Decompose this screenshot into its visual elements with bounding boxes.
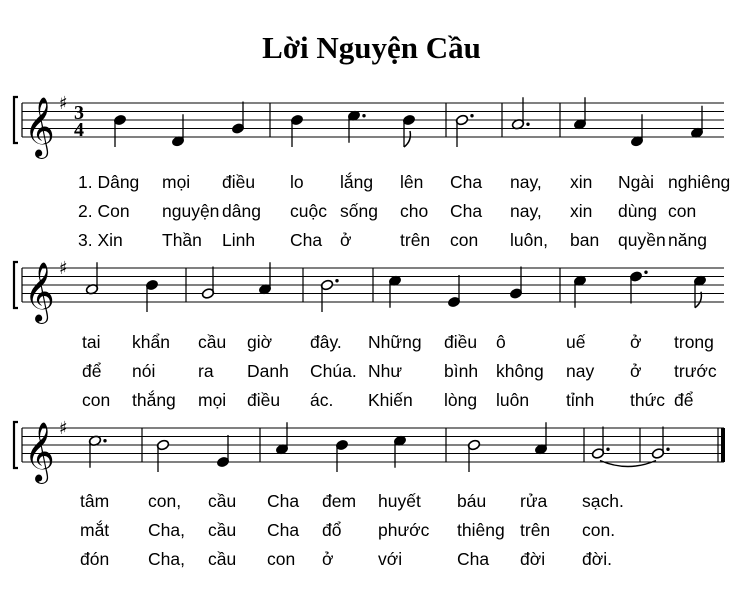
note [629, 271, 647, 304]
lyrics-verse-2-line-2 [0, 361, 743, 385]
lyric-syllable: ô [496, 332, 506, 352]
system-bracket [14, 422, 18, 468]
lyric-syllable: rửa [520, 491, 548, 511]
note [509, 267, 522, 300]
lyric-syllable: lên [400, 172, 424, 192]
note [335, 439, 348, 472]
lyric-syllable: xin [570, 172, 593, 192]
lyrics-verse-1-line-2 [0, 332, 743, 356]
lyric-syllable: giờ [247, 332, 273, 352]
lyric-syllable: xin [570, 201, 593, 221]
lyric-syllable: mắt [80, 520, 110, 540]
lyric-syllable: uế [566, 332, 586, 352]
lyrics-verse-3-line-2 [0, 390, 743, 414]
lyric-syllable: ra [198, 361, 214, 381]
note [320, 279, 338, 312]
note [388, 275, 401, 308]
lyric-syllable: điều [444, 332, 478, 352]
lyric-syllable: dùng [618, 201, 657, 221]
lyric-syllable: năng [668, 230, 707, 250]
note [690, 106, 703, 139]
note [651, 427, 669, 460]
note [447, 275, 460, 308]
lyric-syllable: Cha [267, 491, 300, 511]
lyric-syllable: con [82, 390, 111, 410]
lyric-syllable: dâng [222, 201, 261, 221]
lyric-syllable: Cha [267, 520, 300, 540]
lyric-syllable: con [267, 549, 296, 569]
lyrics-verse-3-line-1 [0, 230, 743, 254]
lyric-syllable: Ngài [618, 172, 654, 192]
note [258, 262, 271, 295]
lyric-syllable: ở [340, 230, 352, 250]
lyric-syllable: không [496, 361, 544, 381]
treble-clef-icon: 𝄞 [24, 262, 55, 322]
lyric-syllable: cầu [198, 332, 227, 352]
lyric-syllable: sống [340, 201, 378, 221]
note [275, 422, 288, 455]
note [455, 114, 473, 147]
lyric-syllable: thức [630, 390, 666, 410]
lyric-syllable: luôn, [510, 230, 548, 250]
note [216, 435, 229, 468]
note [393, 435, 406, 468]
lyric-syllable: 2. Con [78, 201, 130, 221]
note [630, 114, 643, 147]
system-bracket [14, 262, 18, 308]
lyric-syllable: mọi [198, 390, 227, 410]
lyric-syllable: đời [520, 549, 546, 569]
lyric-syllable: 3. Xin [78, 230, 123, 250]
lyric-syllable: nay [566, 361, 595, 381]
staff-system-3 [0, 415, 743, 495]
note [534, 422, 547, 455]
lyric-syllable: tai [82, 332, 101, 352]
lyric-syllable: lòng [444, 390, 478, 410]
lyric-syllable: trước [674, 361, 717, 381]
lyric-syllable: Chúa. [310, 361, 357, 381]
lyric-syllable: trên [520, 520, 551, 540]
lyric-syllable: với [378, 549, 403, 569]
lyrics-verse-3-line-3 [0, 549, 743, 573]
note [145, 279, 158, 312]
note [591, 427, 609, 460]
lyric-syllable: nghiêng [668, 172, 731, 192]
lyric-syllable: đón [80, 549, 110, 569]
lyric-syllable: để [674, 390, 694, 410]
lyric-syllable: Những [368, 332, 422, 352]
lyric-syllable: con, [148, 491, 182, 511]
lyric-syllable: Cha [457, 549, 490, 569]
lyric-syllable: con. [582, 520, 616, 540]
note [573, 275, 586, 308]
lyric-syllable: thiêng [457, 520, 505, 540]
lyric-syllable: lắng [340, 172, 374, 192]
lyric-syllable: cầu [208, 520, 237, 540]
lyric-syllable: tỉnh [566, 390, 595, 410]
lyric-syllable: cầu [208, 549, 237, 569]
lyric-syllable: 1. Dâng [78, 172, 140, 192]
note [467, 439, 480, 472]
lyric-syllable: trên [400, 230, 431, 250]
time-signature-top: 3 [74, 102, 84, 124]
lyric-syllable: Cha [290, 230, 323, 250]
note [402, 114, 415, 147]
lyric-syllable: nói [132, 361, 156, 381]
lyrics-verse-1-line-3 [0, 491, 743, 515]
lyrics-verse-2-line-1 [0, 201, 743, 225]
system-bracket [14, 97, 18, 143]
tie [600, 461, 656, 467]
lyric-syllable: Cha [450, 201, 483, 221]
lyric-syllable: lo [290, 172, 304, 192]
lyric-syllable: Khiến [368, 390, 413, 410]
lyric-syllable: Cha, [148, 520, 185, 540]
note [290, 114, 303, 147]
lyric-syllable: đời. [582, 549, 612, 569]
staff-system-1 [0, 90, 743, 170]
lyric-syllable: cuộc [290, 201, 327, 221]
lyric-syllable: báu [457, 491, 487, 511]
lyric-syllable: huyết [378, 491, 421, 511]
staff-system-2 [0, 255, 743, 335]
lyric-syllable: để [82, 361, 102, 381]
song-title: Lời Nguyện Cầu [262, 30, 481, 65]
lyric-syllable: điều [247, 390, 281, 410]
lyric-syllable: đổ [322, 520, 342, 540]
note [573, 97, 586, 130]
key-signature-sharp: ♯ [59, 93, 68, 114]
lyric-syllable: điều [222, 172, 256, 192]
final-bar-thick [721, 428, 725, 462]
lyric-syllable: ở [322, 549, 334, 569]
lyric-syllable: ác. [310, 390, 334, 410]
note [511, 97, 529, 130]
lyric-syllable: khẩn [132, 332, 170, 352]
lyric-syllable: nay, [510, 172, 542, 192]
lyric-syllable: cầu [208, 491, 237, 511]
note [156, 439, 169, 472]
lyric-syllable: nguyện [162, 201, 220, 221]
lyric-syllable: trong [674, 332, 714, 352]
lyric-syllable: đây. [310, 332, 342, 352]
lyric-syllable: con [668, 201, 697, 221]
lyric-syllable: luôn [496, 390, 530, 410]
lyric-syllable: cho [400, 201, 429, 221]
lyric-syllable: sạch. [582, 491, 624, 511]
lyric-syllable: con [450, 230, 479, 250]
note [347, 110, 365, 143]
lyric-syllable: tâm [80, 491, 110, 511]
lyric-syllable: bình [444, 361, 479, 381]
lyric-syllable: Như [368, 361, 403, 381]
note [693, 275, 706, 308]
lyric-syllable: ban [570, 230, 600, 250]
lyric-syllable: ở [630, 332, 642, 352]
key-signature-sharp: ♯ [59, 418, 68, 439]
lyrics-verse-1-line-1 [0, 172, 743, 196]
lyric-syllable: mọi [162, 172, 191, 192]
lyrics-verse-2-line-3 [0, 520, 743, 544]
lyric-syllable: thắng [132, 390, 176, 410]
key-signature-sharp: ♯ [59, 258, 68, 279]
lyric-syllable: ở [630, 361, 642, 381]
lyric-syllable: Danh [247, 361, 289, 381]
lyric-syllable: nay, [510, 201, 542, 221]
treble-clef-icon: 𝄞 [24, 422, 55, 482]
note [113, 114, 126, 147]
lyric-syllable: đem [322, 491, 357, 511]
note [231, 102, 244, 135]
time-signature-bottom: 4 [74, 119, 84, 141]
lyric-syllable: quyền [618, 230, 666, 250]
lyric-syllable: Linh [222, 230, 256, 250]
note [171, 114, 184, 147]
treble-clef-icon: 𝄞 [24, 97, 55, 157]
note [88, 435, 106, 468]
lyric-syllable: phước [378, 520, 430, 540]
lyric-syllable: Cha, [148, 549, 185, 569]
lyric-syllable: Thần [162, 230, 202, 250]
note [201, 267, 214, 300]
lyric-syllable: Cha [450, 172, 483, 192]
note [85, 262, 98, 295]
